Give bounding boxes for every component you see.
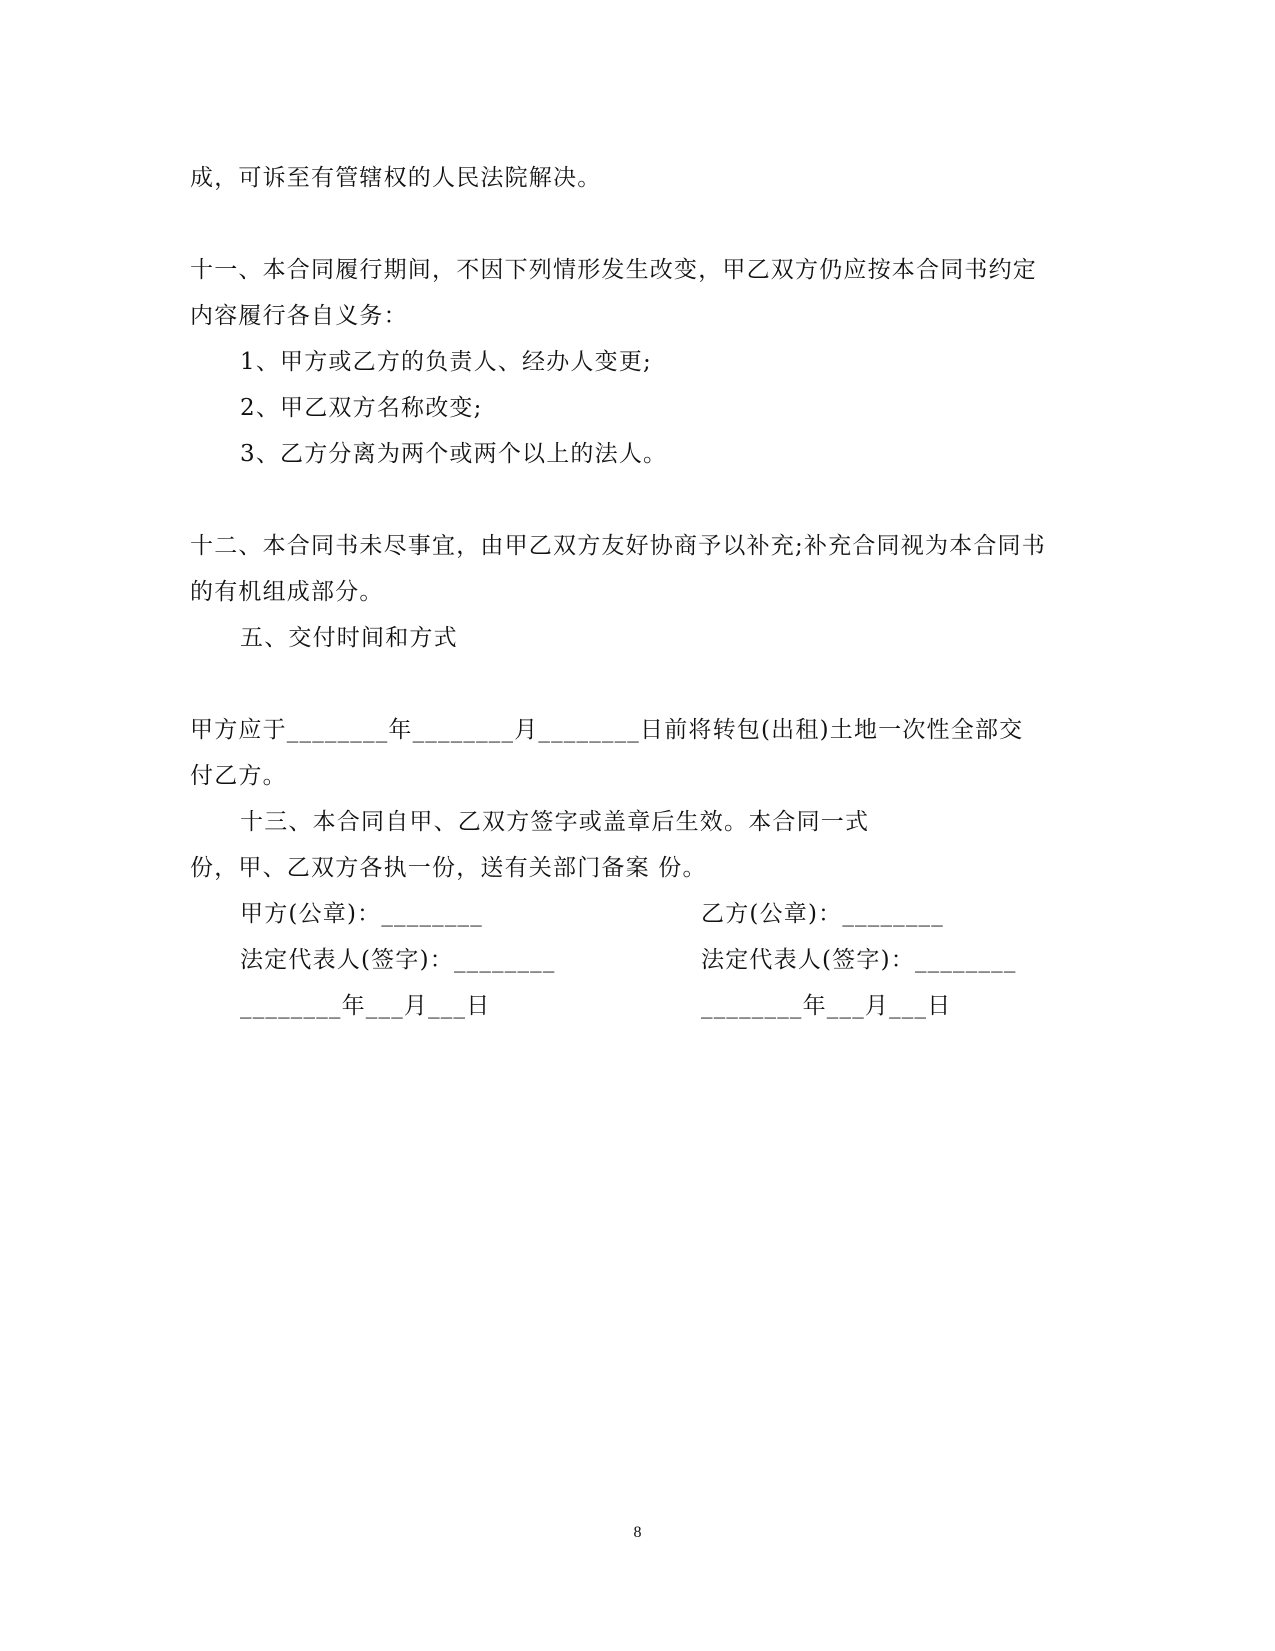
paragraph-line: 的有机组成部分。 [190, 579, 384, 605]
section-heading: 五、交付时间和方式 [240, 625, 458, 651]
party-b-date-field: ________年___月___日 [701, 993, 952, 1019]
paragraph-line: 内容履行各自义务： [190, 303, 408, 329]
page-number: 8 [633, 1524, 642, 1541]
paragraph-line: 甲方应于________年________月________日前将转包(出租)土地一次性全部交 [190, 717, 1024, 743]
paragraph-line: 份，甲、乙双方各执一份，送有关部门备案 份。 [190, 855, 707, 881]
party-a-seal-field: 甲方(公章)：________ [240, 901, 483, 927]
clause-12-heading: 十二、本合同书未尽事宜，由甲乙双方友好协商予以补充;补充合同视为本合同书 [190, 533, 1046, 559]
list-item: 2、甲乙双方名称改变; [240, 395, 483, 421]
clause-13-heading: 十三、本合同自甲、乙双方签字或盖章后生效。本合同一式 [240, 809, 870, 835]
party-b-seal-field: 乙方(公章)：________ [701, 901, 944, 927]
list-item: 1、甲方或乙方的负责人、经办人变更; [240, 349, 652, 375]
list-item: 3、乙方分离为两个或两个以上的法人。 [240, 441, 668, 467]
paragraph-line: 付乙方。 [190, 763, 287, 789]
party-b-representative-field: 法定代表人(签字)：________ [701, 947, 1017, 973]
party-a-representative-field: 法定代表人(签字)：________ [240, 947, 556, 973]
party-a-date-field: ________年___月___日 [240, 993, 491, 1019]
paragraph-line: 成，可诉至有管辖权的人民法院解决。 [190, 165, 602, 191]
clause-11-heading: 十一、本合同履行期间，不因下列情形发生改变，甲乙双方仍应按本合同书约定 [190, 257, 1037, 283]
